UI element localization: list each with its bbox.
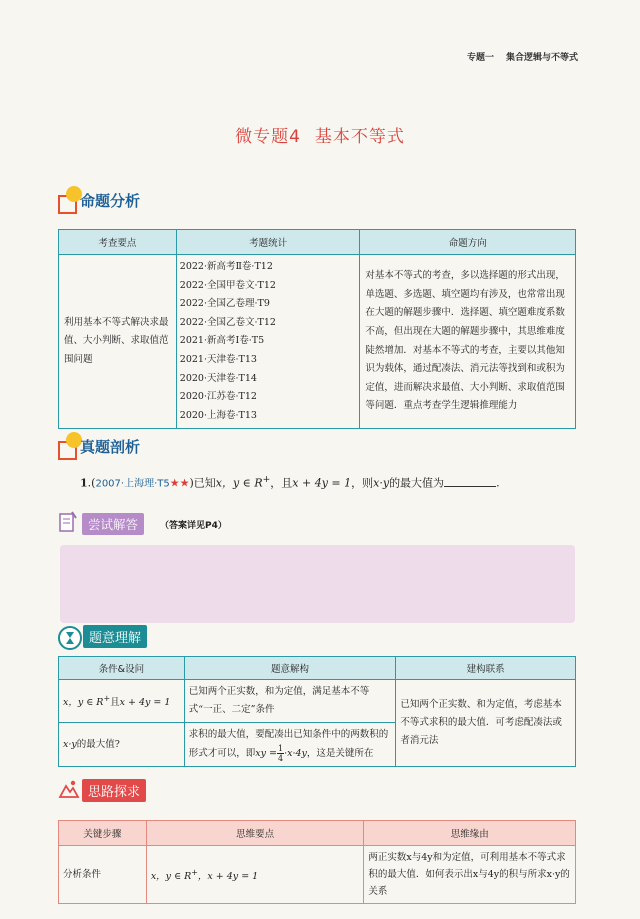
hourglass-icon xyxy=(58,626,82,650)
understand-heading-text: 题意理解 xyxy=(83,625,147,648)
running-head-title: 集合逻辑与不等式 xyxy=(505,53,578,63)
analysis-header-direction: 命题方向 xyxy=(360,230,576,255)
fraction-denominator: 4 xyxy=(278,754,284,763)
point-sup: + xyxy=(191,867,198,877)
answer-blank[interactable] xyxy=(444,476,496,487)
question-sup: + xyxy=(262,474,271,485)
question-source: 2007·上海理·T5 xyxy=(95,478,170,490)
stat-item: 2022·全国乙卷理·T9 xyxy=(179,298,270,310)
approach-heading-text: 思路探求 xyxy=(82,779,146,802)
stat-item: 2020·天津卷·T14 xyxy=(179,372,257,384)
answer-area[interactable] xyxy=(60,545,575,623)
condition-cell xyxy=(59,680,185,723)
analysis-stats xyxy=(176,255,360,429)
question-end: . xyxy=(496,476,500,490)
point-cell xyxy=(146,846,364,904)
page-title xyxy=(0,122,640,147)
deconstruct-math: ·x·4y xyxy=(284,748,307,759)
cond-sup: + xyxy=(103,693,111,703)
analysis-header-point: 考查要点 xyxy=(59,230,177,255)
real-heading-text: 真题剖析 xyxy=(80,438,141,456)
analysis-direction: 对基本不等式的考查，多以选择题的形式出现，单选题、多选题、填空题均有涉及，也常常出现在大题的解题步骤中．选择题、填空题难度系数不高，但出现在大题的解题步骤中，其思维难度陡然增加．对基本不等式的考查，主要以其他知识为载体，通过配凑法、消元法等找到和或积为定值，进而解决求最值、大小判断、求取值范围等问题．重点考查学生逻辑推理能力 xyxy=(360,255,576,429)
title-label: 微专题4 xyxy=(235,127,301,147)
stat-item: 2022·新高考Ⅱ卷·T12 xyxy=(179,261,273,272)
attempt-label: 尝试解答 xyxy=(82,513,144,535)
question: 1.(2007·上海理·T5★★)已知x，y ∈ R+，且x + 4y = 1，则x·y的最大值为 . xyxy=(80,474,500,490)
understand-header-relation: 建构联系 xyxy=(396,657,576,680)
cond-math: x + 4y = 1 xyxy=(119,697,171,709)
question-text: ，且 xyxy=(270,476,293,490)
attempt-note: （答案详见P4） xyxy=(160,521,227,531)
running-head xyxy=(467,50,578,63)
deconstruct-text: 求积的最大值，要配凑出已知条件中的两数积的形式才可以，即 xyxy=(188,729,389,759)
stat-item: 2021·天津卷·T13 xyxy=(179,353,257,365)
stat-item: 2022·全国甲卷文·T12 xyxy=(179,279,276,291)
cond-math: x，y ∈ R xyxy=(63,697,104,709)
relation-cell: 已知两个正实数、和为定值，考虑基本不等式求积的最大值．可考虑配凑法或者消元法 xyxy=(396,680,576,767)
stat-item: 2020·江苏卷·T12 xyxy=(179,391,257,403)
stat-item: 2020·上海卷·T13 xyxy=(179,409,257,421)
approach-table xyxy=(58,820,576,904)
cond-text: 的最大值? xyxy=(76,738,120,750)
question-math: x·y xyxy=(373,476,390,490)
understand-header-deconstruct: 题意解构 xyxy=(184,657,396,680)
pencil-note-icon xyxy=(58,510,78,534)
deconstruct-cell xyxy=(184,723,396,767)
deconstruct-cell: 已知两个正实数，和为定值，满足基本不等式“一正、二定”条件 xyxy=(184,680,396,723)
reason-cell: 两正实数x与4y和为定值，可利用基本不等式求积的最大值．如何表示出x与4y的积与所求x·y的关系 xyxy=(364,846,576,904)
deconstruct-math: xy = xyxy=(255,748,277,759)
approach-header-point: 思维要点 xyxy=(146,821,364,846)
understand-header-condition: 条件&设问 xyxy=(59,657,185,680)
stat-item: 2021·新高考Ⅰ卷·T5 xyxy=(179,335,265,347)
question-text: 已知 xyxy=(193,476,216,490)
stat-item: 2022·全国乙卷文·T12 xyxy=(179,316,276,328)
point-math: ，x + 4y = 1 xyxy=(197,871,259,883)
question-text: ，则 xyxy=(351,476,374,490)
cond-math: x·y xyxy=(63,738,77,750)
question-math: x + 4y = 1 xyxy=(292,476,352,490)
title-name: 基本不等式 xyxy=(314,127,405,147)
step-cell: 分析条件 xyxy=(59,846,147,904)
cond-text: 且 xyxy=(110,697,120,709)
analysis-header-stats: 考题统计 xyxy=(176,230,360,255)
analysis-point: 利用基本不等式解决求最值、大小判断、求取值范围问题 xyxy=(59,255,177,429)
question-math: x，y ∈ R xyxy=(215,476,263,490)
analysis-heading-text: 命题分析 xyxy=(80,192,141,210)
running-head-part: 专题一 xyxy=(466,53,494,63)
difficulty-stars: ★★ xyxy=(169,476,190,490)
approach-header-step: 关键步骤 xyxy=(59,821,147,846)
condition-cell xyxy=(59,723,185,767)
fraction-numerator: 1 xyxy=(278,744,284,753)
question-number: 1 xyxy=(80,476,88,490)
point-math: x，y ∈ R xyxy=(150,871,192,883)
analysis-table xyxy=(58,229,576,429)
question-text: 的最大值为 xyxy=(389,476,445,490)
mountain-icon xyxy=(58,778,80,800)
approach-header-reason: 思维缘由 xyxy=(364,821,576,846)
understand-table xyxy=(58,656,576,767)
deconstruct-text: ，这是关键所在 xyxy=(306,748,374,759)
